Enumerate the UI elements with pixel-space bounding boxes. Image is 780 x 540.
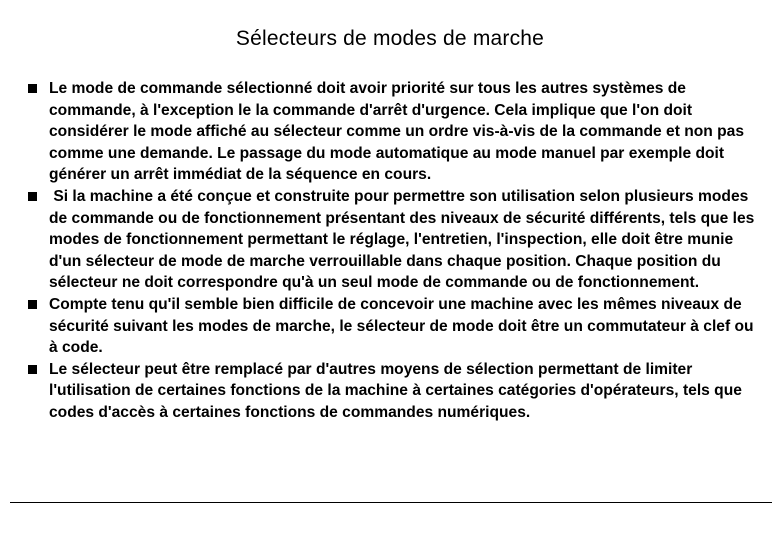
bullet-item bbox=[28, 359, 763, 424]
footer-divider bbox=[10, 502, 772, 503]
bullet-item bbox=[28, 186, 763, 294]
bullet-list bbox=[28, 78, 763, 424]
bullet-item bbox=[28, 78, 763, 186]
square-bullet-icon bbox=[28, 192, 37, 201]
square-bullet-icon bbox=[28, 365, 37, 374]
slide-title: Sélecteurs de modes de marche bbox=[235, 27, 545, 50]
square-bullet-icon bbox=[28, 84, 37, 93]
bullet-text: Le mode de commande sélectionné doit avoir priorité sur tous les autres systèmes de commande, à l'exception le la commande d'arrêt d'urgence. Cela implique que l'on doit considérer le mode affiché au sélecteur comme un ordre vis-à-vis de la commande et non pas comme une demande. Le passage du mode automatique au mode manuel par exemple doit générer un arrêt immédiat de la séquence en cours. bbox=[49, 80, 745, 184]
bullet-item bbox=[28, 294, 763, 359]
bullet-text: Si la machine a été conçue et construite pour permettre son utilisation selon plusieurs modes de commande ou de fonctionnement présentant des niveaux de sécurité différents, tels que les modes de fonctionnement permettant le réglage, l'entretien, l'inspection, elle doit être munie d'un sélecteur de mode de marche verrouillable dans chaque position. Chaque position du sélecteur ne doit correspondre qu'à un seul mode de commande ou de fonctionnement. bbox=[49, 187, 759, 292]
bullet-text: Compte tenu qu'il semble bien difficile de concevoir une machine avec les mêmes niveaux de sécurité suivant les modes de marche, le sélecteur de mode doit être un commutateur à clef ou à code. bbox=[49, 295, 754, 357]
bullet-text: Le sélecteur peut être remplacé par d'autres moyens de sélection permettant de limiter l'utilisation de certaines fonctions de la machine à certaines catégories d'opérateurs, tels que codes d'accès à certaines fonctions de commandes numériques. bbox=[49, 360, 742, 421]
square-bullet-icon bbox=[28, 300, 37, 309]
